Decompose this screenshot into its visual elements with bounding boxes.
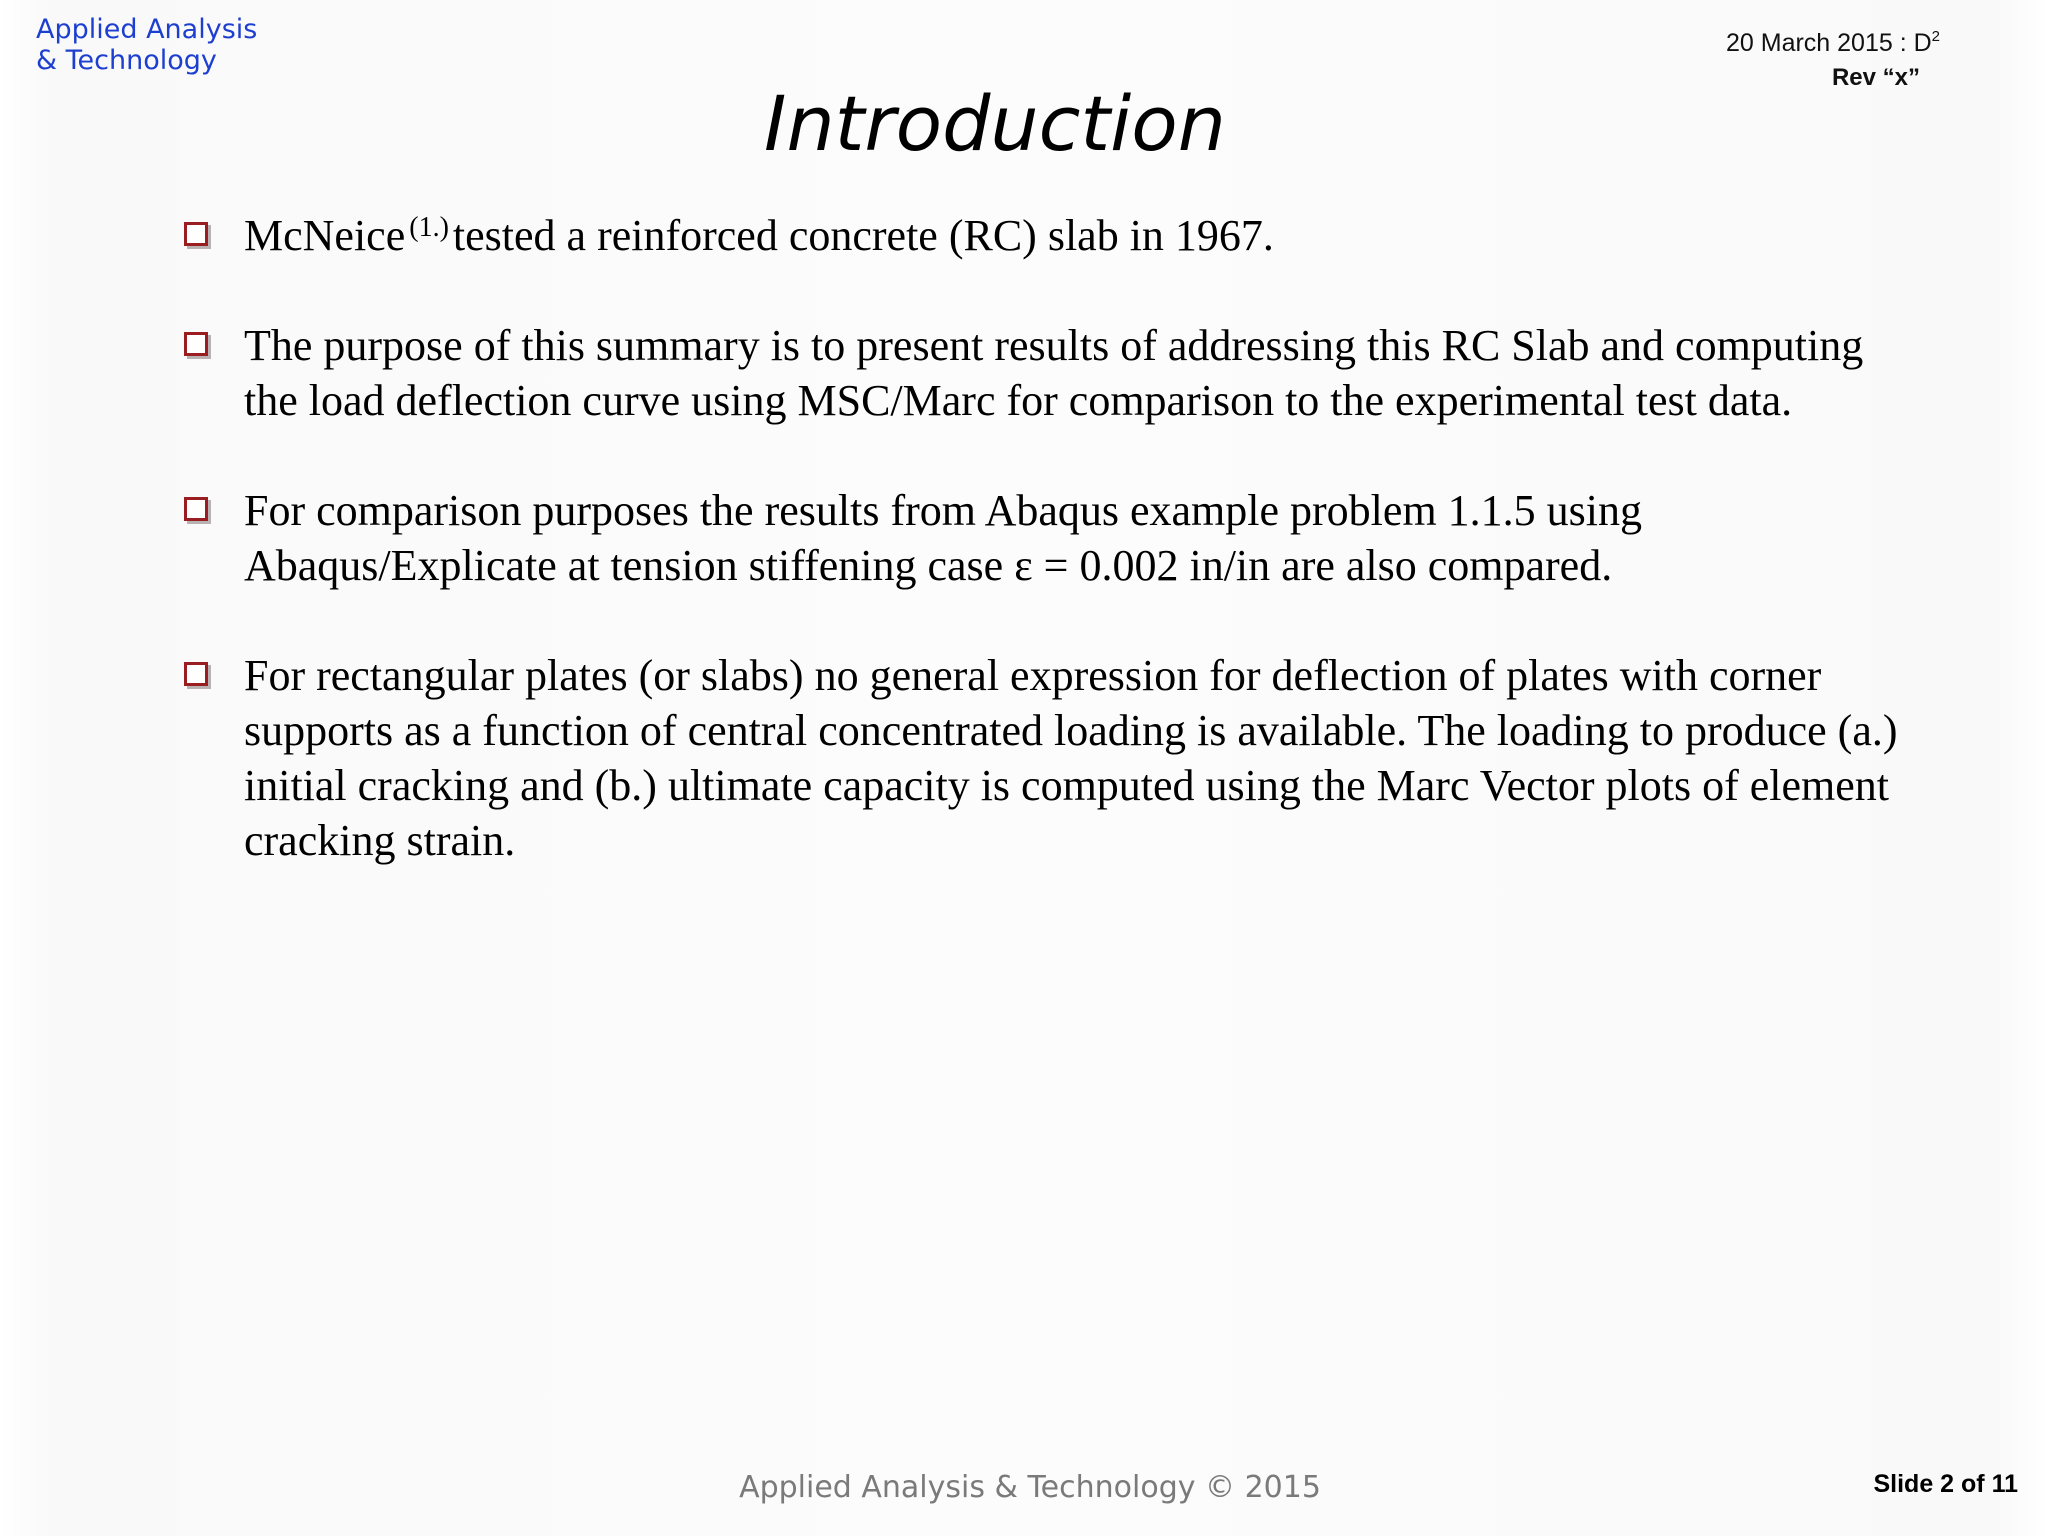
logo-line-2: & Technology xyxy=(36,45,217,76)
checkbox-bullet-icon xyxy=(184,222,208,246)
checkbox-bullet-icon xyxy=(184,662,208,686)
bullet-text-part: McNeice xyxy=(244,211,406,260)
checkbox-bullet-icon xyxy=(184,497,208,521)
date-text: 20 March 2015 : D xyxy=(1725,29,1932,57)
bullet-text-part: tested a reinforced concrete (RC) slab in 1967. xyxy=(452,211,1274,260)
bullet-item xyxy=(182,208,1902,263)
bullet-text: For comparison purposes the results from Abaqus example problem 1.1.5 using Abaqus/Explicate at tension stiffening case ε = 0.002 in/in are also compared. xyxy=(244,486,1643,590)
slide-title: Introduction xyxy=(764,79,1226,168)
footer-copyright: Applied Analysis & Technology © 2015 xyxy=(739,1470,1321,1505)
company-logo xyxy=(36,14,257,76)
date-superscript: 2 xyxy=(1931,28,1940,45)
bullet-text: The purpose of this summary is to present results of addressing this RC Slab and computing the load deflection curve using MSC/Marc for comparison to the experimental test data. xyxy=(244,321,1864,425)
logo-line-1: Applied Analysis xyxy=(36,14,258,45)
bullet-text: For rectangular plates (or slabs) no general expression for deflection of plates with corner supports as a function of central concentrated loading is available. The loading to produce (a.) initial cracking and (b.) ultimate capacity is computed using the Marc Vector plots of element cracking strain. xyxy=(244,651,1898,865)
reference-superscript: (1.) xyxy=(409,212,449,243)
bullet-item xyxy=(182,318,1902,428)
slide-number: Slide 2 of 11 xyxy=(1873,1470,2018,1498)
checkbox-bullet-icon xyxy=(184,332,208,356)
bullet-list xyxy=(182,208,1902,923)
slide-date xyxy=(1726,28,1940,58)
bullet-item xyxy=(182,648,1902,868)
revision-label: Rev “x” xyxy=(1831,64,1920,91)
bullet-item xyxy=(182,483,1902,593)
